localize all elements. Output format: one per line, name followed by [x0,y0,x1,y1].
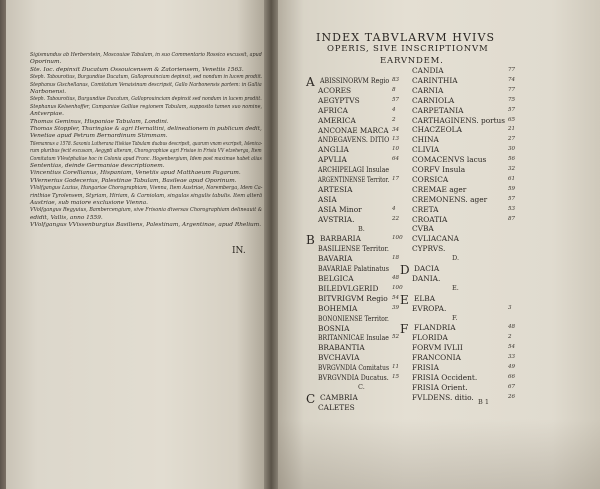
text-line: Thomas Geminus, Hispaniae Tabulam, Londini. [30,118,169,125]
index-page-number: 57 [508,106,516,113]
index-entry: ANDEGAVENS. DITIO [318,135,390,145]
index-page-number: 30 [508,146,516,153]
index-entry: BASILIENSE Territor. [318,244,389,254]
text-line: Antverpiae. [30,111,65,118]
index-page-number: 4 [392,205,396,212]
section-letter: D. [452,254,460,263]
initial-letter: D [400,263,410,277]
index-entry: CORSICA [412,174,449,184]
index-entry: CROATIA [412,214,448,224]
index-entry: BELGICA [318,274,354,283]
index-entry: CREMAE ager [412,184,467,194]
index-entry: APVLIA [318,155,347,165]
index-page-number: 34 [392,126,400,133]
index-page-number: 15 [392,374,400,380]
index-entry: BITVRIGVM Regio [318,293,388,303]
index-page-number: 32 [508,166,516,172]
index-page-number: 75 [508,96,516,103]
index-page-number: 64 [392,156,400,163]
index-entry: CARNIOLA [412,95,455,105]
index-entry: CALETES [318,402,355,412]
index-entry: AVSTRIA. [318,214,355,224]
index-entry: CVLIACANA [412,234,459,244]
index-entry: CARNIA [412,85,444,95]
index-page-number: 3 [508,304,512,311]
index-entry: ELBA [414,293,436,303]
index-page-number: 48 [508,324,516,331]
index-entry: FORVM IVLII [412,343,463,353]
index-subtitle-2: EARVNDEM. [380,56,444,66]
text-line: Narbonensi. [30,89,67,95]
index-entry: BVCHAVIA [318,353,360,363]
index-entry: ASIA Minor [318,204,362,214]
index-entry: CYPRVS. [412,244,446,254]
index-entry: CORFV Insula [412,165,466,174]
text-line: Austriae, sub maiore exclusione Vienna. [30,200,149,206]
index-entry: FLANDRIA [414,323,456,333]
text-line: Vincentius Corellianus, Hispaniam, Venetiis apud Matthaeum Pagarum. [30,170,241,177]
index-page-number: 4 [392,106,396,113]
section-letter: B. [358,224,365,233]
index-page-number: 53 [508,205,516,212]
text-line: Sententias, deinde Germaniae descriptionem. [30,163,165,169]
text-line: Steph. Tabourotius, Burgundiae Ducatum, Galloprouinciam depinxit, sed nondum in lucem prodiit. [30,74,263,81]
index-page-number: 54 [508,344,516,351]
catchword: IN. [232,246,246,256]
index-page-number: 18 [392,255,400,262]
index-page-number: 21 [508,126,516,133]
text-line: Comitatum VVestphaliae hoc in Colonia apud Franc. Hogenbergium, Idem post maximae habet alias [30,155,262,162]
text-line: Thomas Stoppler, Thuringiae & agri Hernaltini, delineationem in publicum dedit, [30,126,262,132]
text-line: VVolfgangus Regyuius, Bambercengium, sive Frisonia diversas Chorographiam delineauit & [30,207,263,214]
index-page-number: 100 [392,235,403,242]
index-entry: BAVARIA [318,254,353,264]
index-page-number: 2 [508,334,512,341]
index-entry: ARTESIA [318,184,353,194]
index-page-number: 26 [508,393,516,400]
index-entry: ACORES [318,85,352,95]
index-entry: CAMBRIA [320,392,358,402]
index-page-number: 10 [392,146,400,153]
index-entry: FRISIA Occident. [412,372,478,382]
index-entry: BOSNIA [318,323,350,333]
text-line: Tilemannus a 1578. Saxonia Lutherana Hiskiae Tabulam duabus descripsit, quarum vnam excripsit, Islenica- [30,140,263,147]
index-entry: CREMONENS. ager [412,194,488,204]
index-page-number: 87 [508,215,516,222]
index-entry: ANGLIA [318,145,349,155]
index-page-number: 48 [392,275,400,281]
text-line: Steph. Tabourotius, Burgundiae Ducatum, Galloprouinciam depinxit sed nondum in lucem prodiit. [30,96,262,103]
section-letter: F. [452,313,458,322]
index-page-number: 61 [508,175,516,182]
index-page-number: 65 [508,116,516,123]
text-line: rinthiae Tyrolensem, Styriam, Hiriam, & Carniolam, singulas singulis tabulis. Item alterā [30,192,263,199]
index-entry: AFRICA [318,105,348,115]
index-page-number: 56 [508,156,516,163]
text-line: Stephanus Gischellanus, Comitatum Venaisinum descripsit, Gallo Narbonensis partem: in Gallia [30,81,262,88]
index-page-number: 66 [508,373,516,380]
text-line: rum pluribus fecit excusam, Aegypti alteram, Chorographiae agri Frisiae in Frisia VV etzeherga, Item [30,148,262,155]
index-page-number: 11 [392,364,400,371]
initial-letter: A [306,75,315,89]
index-entry: AEGYPTVS [318,95,360,105]
index-subtitle: OPERIS, SIVE INSCRIPTIONVM [327,44,489,54]
index-page-number: 52 [392,334,400,341]
text-line: Stephanus Kelsenhoffer, Campaniae Galliae regionem Tabulam, supposito tamen suo nomine, [30,103,263,110]
index-page-number: 59 [508,185,516,192]
initial-letter: E [400,292,409,307]
left-page [6,0,268,489]
index-entry: BAVARIAE Palatinatus [318,264,389,274]
index-entry: BRITANNICAE Insulae [318,333,389,343]
index-entry: ASIA [318,194,337,204]
section-letter: E. [452,283,459,292]
index-page-number: 100 [392,284,403,291]
index-page-number: 54 [392,294,400,301]
index-entry: FLORIDA [412,333,448,343]
index-entry: FVLDENS. ditio. [412,392,474,402]
index-page-number: 27 [508,136,516,143]
index-page-number: 2 [392,116,396,123]
text-line: Venetiae apud Petrum Bernardinum Stimmam. [30,133,168,140]
signature-mark: B 1 [478,398,489,406]
index-title: INDEX TABVLARVM HVIVS [316,31,496,44]
index-entry: CANDIA [412,66,444,75]
index-entry: BONONIENSE Territor. [318,313,389,323]
index-entry: FRISIA Orient. [412,382,468,392]
text-line: Oporinum. [30,59,62,66]
section-letter: C. [358,382,365,391]
index-page-number: 22 [392,215,400,222]
index-entry: CARINTHIA [412,75,458,85]
index-entry: CARPETANIA [412,105,464,115]
text-line: Sigismundus ab Herberstein, Moscouiae Tabulam, in suo Commentario Rossico excussit, apud [30,52,262,58]
index-page-number: 33 [508,354,516,361]
text-line: Ste. Ioc. depinxit Ducatum Ossouicensem & Zatoriensem, Venetiis 1563. [30,66,244,73]
index-entry: COMACENVS lacus [412,155,487,165]
index-entry: BARBARIA [320,234,361,244]
index-entry: BRABANTIA [318,343,365,353]
index-entry: DACIA [414,264,440,273]
index-page-number: 77 [508,86,516,93]
index-page-number: 39 [392,304,400,311]
text-line: edidit, Vallis, anno 1559. [30,214,103,221]
index-entry: CLIVIA [412,145,440,155]
initial-letter: C [306,391,316,406]
initial-letter: F [400,322,409,337]
index-entry: ARGENTINENSE Territor. [318,175,390,184]
index-entry: DANIA. [412,273,441,283]
index-entry: ARCHIPELAGI Insulae [318,165,390,175]
index-entry: BVRGVNDIA Ducatus. [318,373,389,382]
index-page-number: 8 [392,86,396,93]
text-line: VVolfgangus Lazius, Hungariae Chorographiam, Vienna, Item Austriae, Noremberga, Idem Ca- [30,185,263,192]
index-entry: CARTHAGINENS. portus [412,115,505,125]
index-entry: CHACZEOLA [412,125,462,135]
index-entry: CVBA [412,224,434,234]
index-entry: FRISIA [412,363,439,372]
index-page-number: 13 [392,136,400,143]
index-page-number: 17 [392,176,400,182]
initial-letter: B [306,233,315,248]
index-page-number: 57 [392,96,400,103]
index-entry: AMERICA [318,115,356,125]
index-entry: ANCONAE MARCA [318,125,389,135]
index-page-number: 77 [508,67,516,73]
text-line: VVernerius Godecerius, Palestinae Tabulam, Basileae apud Oporinum. [30,177,237,184]
index-page-number: 83 [392,77,400,83]
index-entry: ABISSINORVM Regio [320,76,390,85]
text-line: VVolfgangus VVissenburgius Basiliens, Palestinam, Argentinae, apud Rhelium. [30,222,262,229]
index-entry: BOHEMIA [318,303,358,313]
index-entry: BVRGVNDIA Comitatus [318,363,389,373]
index-entry: FRANCONIA [412,353,461,363]
index-page-number: 49 [508,364,516,370]
index-entry: EVROPA. [412,303,447,313]
index-page-number: 74 [508,76,516,83]
index-entry: CHINA [412,135,439,145]
index-entry: CRETA [412,204,439,214]
index-entry: BILEDVLGERID [318,283,379,293]
index-page-number: 57 [508,195,516,202]
index-page-number: 67 [508,383,516,390]
